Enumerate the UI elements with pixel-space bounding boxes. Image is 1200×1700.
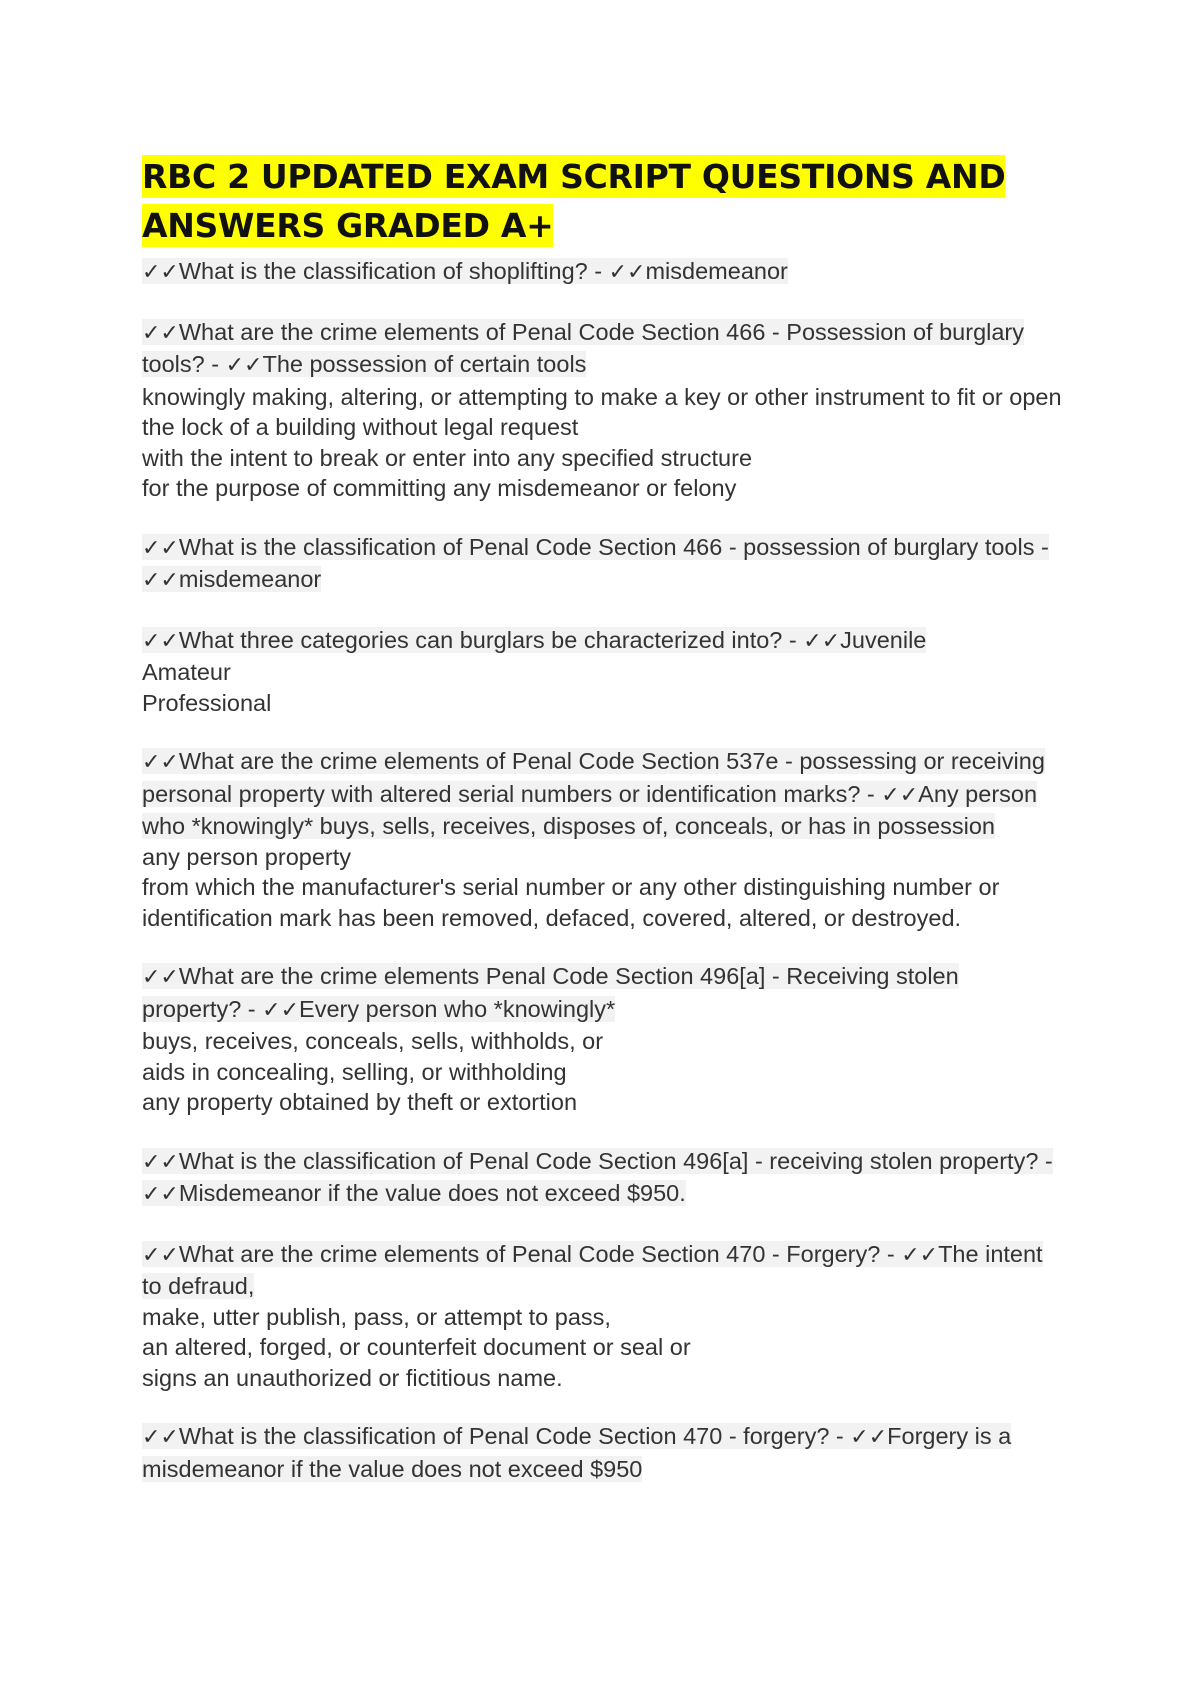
qa-item (142, 625, 1062, 719)
qa-list (142, 256, 1069, 1484)
question-line (142, 319, 1024, 378)
checkmark-icon: ✓✓ (142, 320, 179, 346)
qa-item (142, 532, 1062, 597)
answer-line: Professional (142, 689, 272, 716)
checkmark-icon: ✓✓ (225, 353, 263, 378)
question-text: What is the classification of Penal Code Section 470 - forgery? - (178, 1423, 851, 1449)
document-page (142, 152, 1069, 1512)
answer-text: misdemeanor (178, 566, 322, 592)
question-text: What are the crime elements of Penal Code Section 537e - possessing or receiving personal property with altered serial numbers or identification marks? - (142, 748, 1045, 807)
question-text: What is the classification of Penal Code Section 496[a] - receiving stolen property? - (178, 1147, 1053, 1174)
checkmark-icon: ✓✓ (142, 1425, 179, 1450)
checkmark-icon: ✓✓ (142, 535, 179, 561)
question-text: What are the crime elements of Penal Code Section 470 - Forgery? - (178, 1240, 902, 1267)
question-line (142, 534, 1049, 593)
question-text: What three categories can burglars be characterized into? - (178, 626, 804, 653)
question-line (142, 627, 926, 653)
checkmark-icon: ✓✓ (142, 260, 179, 285)
answer-text: Juvenile (840, 626, 927, 653)
question-line (142, 258, 788, 284)
question-line (142, 1148, 1053, 1207)
answer-line: from which the manufacturer's serial number or any other distinguishing number or identification mark has been removed, defaced, covered, altered, or destroyed. (142, 874, 1006, 931)
answer-line: for the purpose of committing any misdemeanor or felony (142, 475, 737, 501)
answer-line: buys, receives, conceals, sells, withholds, or (142, 1028, 604, 1054)
question-text: What is the classification of Penal Code Section 466 - possession of burglary tools - (178, 533, 1049, 560)
checkmark-icon: ✓✓ (881, 782, 919, 808)
checkmark-icon: ✓✓ (901, 1242, 939, 1268)
answer-text: misdemeanor (645, 258, 788, 284)
document-title (142, 152, 1062, 250)
checkmark-icon: ✓✓ (803, 628, 841, 654)
answer-text: Every person who *knowingly* (299, 995, 616, 1022)
qa-item (142, 1421, 1062, 1484)
question-text: What are the crime elements Penal Code Section 496[a] - Receiving stolen property? - (142, 963, 959, 1022)
qa-item (142, 746, 1062, 933)
qa-item (142, 256, 1062, 289)
checkmark-icon: ✓✓ (142, 628, 179, 654)
answer-line: with the intent to break or enter into any specified structure (142, 444, 753, 471)
answer-line: any person property (142, 843, 352, 870)
answer-line: make, utter publish, pass, or attempt to pass, (142, 1303, 611, 1330)
question-line (142, 963, 959, 1022)
title-highlight: RBC 2 UPDATED EXAM SCRIPT QUESTIONS AND ANSWERS GRADED A+ (142, 157, 1006, 245)
question-line (142, 1241, 1043, 1300)
question-text: What is the classification of shoplifting? - (178, 258, 609, 284)
checkmark-icon: ✓✓ (142, 965, 179, 990)
answer-text: Forgery is a misdemeanor if the value does not exceed $950 (142, 1423, 1012, 1482)
checkmark-icon: ✓✓ (608, 260, 646, 285)
checkmark-icon: ✓✓ (850, 1425, 888, 1450)
checkmark-icon: ✓✓ (262, 997, 300, 1023)
answer-text: The intent to defraud, (142, 1240, 1043, 1299)
answer-line: any property obtained by theft or extortion (142, 1089, 578, 1115)
checkmark-icon: ✓✓ (142, 750, 179, 775)
answer-text: The possession of certain tools (262, 351, 587, 377)
qa-item (142, 1239, 1062, 1394)
answer-line: signs an unauthorized or fictitious name. (142, 1364, 563, 1391)
answer-line: aids in concealing, selling, or withholding (142, 1058, 567, 1085)
checkmark-icon: ✓✓ (142, 568, 179, 593)
question-text: What are the crime elements of Penal Code Section 466 - Possession of burglary tools? - (142, 318, 1025, 377)
qa-item (142, 317, 1069, 504)
checkmark-icon: ✓✓ (142, 1242, 179, 1268)
answer-line: an altered, forged, or counterfeit document or seal or (142, 1334, 691, 1360)
answer-line: knowingly making, altering, or attempting to make a key or other instrument to fit or open the lock of a building without legal request (142, 383, 1069, 440)
qa-item (142, 1146, 1062, 1211)
checkmark-icon: ✓✓ (142, 1149, 179, 1175)
question-line (142, 1423, 1011, 1482)
qa-item (142, 961, 1062, 1118)
answer-line: Amateur (142, 659, 231, 685)
answer-text: Misdemeanor if the value does not exceed $950. (178, 1180, 686, 1206)
checkmark-icon: ✓✓ (142, 1182, 179, 1207)
answer-text: Any person who *knowingly* buys, sells, receives, disposes of, conceals, or has in possession (142, 780, 1038, 839)
question-line (142, 748, 1045, 839)
